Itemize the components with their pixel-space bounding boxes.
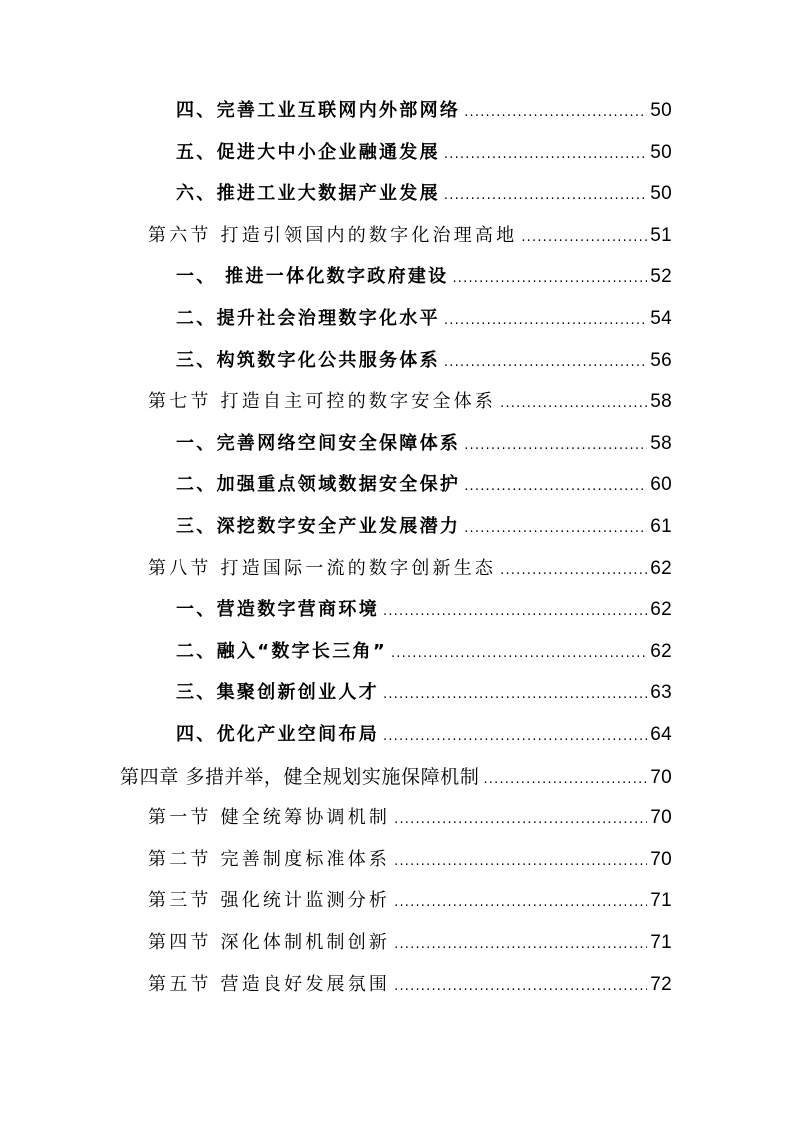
toc-entry[interactable] (148, 886, 672, 916)
toc-entry-page-number: 72 (650, 974, 672, 995)
dot-leader (391, 639, 647, 669)
toc-entry-title: 三、构筑数字化公共服务体系 (176, 350, 440, 371)
toc-entry-title: 三、深挖数字安全产业发展潜力 (176, 516, 461, 537)
toc-entry-title: 第四章 多措并举，健全规划实施保障机制 (120, 766, 480, 788)
toc-entry[interactable] (176, 262, 672, 292)
toc-entry[interactable] (148, 221, 672, 251)
toc-entry[interactable] (176, 595, 672, 625)
toc-entry-title: 第一节 健全统筹协调机制 (148, 807, 391, 828)
toc-entry-page-number: 50 (650, 183, 672, 204)
dot-leader (383, 597, 647, 627)
toc-entry[interactable] (148, 928, 672, 958)
toc-entry-page-number: 56 (650, 350, 672, 371)
toc-entry[interactable] (176, 470, 672, 500)
toc-entry-title: 四、完善工业互联网内外部网络 (176, 100, 461, 121)
toc-entry-page-number: 52 (650, 266, 672, 287)
toc-entry[interactable] (176, 637, 672, 667)
toc-entry[interactable] (176, 678, 672, 708)
dot-leader (464, 514, 647, 544)
dot-leader (444, 306, 647, 336)
toc-entry[interactable] (176, 512, 672, 542)
dot-leader (394, 888, 647, 918)
dot-leader (464, 472, 647, 502)
dot-leader (394, 972, 647, 1002)
dot-leader (444, 348, 647, 378)
toc-entry[interactable] (176, 720, 672, 750)
toc-entry-page-number: 50 (650, 100, 672, 121)
toc-entry-title: 三、集聚创新创业人才 (176, 682, 379, 703)
toc-entry-page-number: 60 (650, 474, 672, 495)
toc-entry-page-number: 54 (650, 308, 672, 329)
toc-entry[interactable] (148, 554, 672, 584)
dot-leader (452, 264, 647, 294)
toc-entry-page-number: 61 (650, 516, 672, 537)
toc-entry[interactable] (176, 304, 672, 334)
toc-entry-title: 五、促进大中小企业融通发展 (176, 142, 440, 163)
dot-leader (521, 223, 647, 253)
toc-entry[interactable] (176, 346, 672, 376)
toc-entry-title: 第七节 打造自主可控的数字安全体系 (148, 391, 497, 412)
dot-leader (464, 431, 647, 461)
toc-entry[interactable] (148, 845, 672, 875)
toc-entry-page-number: 62 (650, 641, 672, 662)
toc-entry-page-number: 63 (650, 682, 672, 703)
toc-entry[interactable] (176, 96, 672, 126)
toc-entry-title: 六、推进工业大数据产业发展 (176, 183, 440, 204)
toc-entry-title: 第三节 强化统计监测分析 (148, 890, 391, 911)
toc-entry-title: 一、 推进一体化数字政府建设 (176, 266, 449, 287)
dot-leader (500, 389, 647, 419)
toc-entry[interactable] (120, 762, 672, 792)
dot-leader (464, 98, 647, 128)
toc-entry-title: 四、优化产业空间布局 (176, 724, 379, 745)
toc-entry-title: 二、提升社会治理数字化水平 (176, 308, 440, 329)
toc-entry-title: 第六节 打造引领国内的数字化治理高地 (148, 225, 518, 246)
toc-entry-page-number: 70 (650, 807, 672, 828)
toc-entry[interactable] (148, 387, 672, 417)
toc-entry-page-number: 58 (650, 391, 672, 412)
toc-entry[interactable] (176, 138, 672, 168)
toc-entry-page-number: 50 (650, 142, 672, 163)
dot-leader (394, 805, 647, 835)
toc-entry-title: 二、加强重点领域数据安全保护 (176, 474, 461, 495)
toc-entry-title: 第八节 打造国际一流的数字创新生态 (148, 558, 497, 579)
dot-leader (444, 140, 647, 170)
toc-entry-title: 一、完善网络空间安全保障体系 (176, 433, 461, 454)
toc-entry-page-number: 70 (650, 767, 672, 788)
toc-entry-page-number: 70 (650, 849, 672, 870)
dot-leader (500, 556, 647, 586)
toc-entry-page-number: 71 (650, 932, 672, 953)
toc-entry-page-number: 58 (650, 433, 672, 454)
toc-entry-title: 第二节 完善制度标准体系 (148, 849, 391, 870)
dot-leader (383, 680, 647, 710)
toc-entry-title: 二、融入“数字长三角” (176, 641, 387, 662)
toc-entry[interactable] (148, 803, 672, 833)
toc-entry-page-number: 64 (650, 724, 672, 745)
toc-entry[interactable] (176, 179, 672, 209)
dot-leader (383, 722, 647, 752)
toc-entry-page-number: 71 (650, 890, 672, 911)
dot-leader (394, 847, 647, 877)
dot-leader (444, 181, 647, 211)
toc-entry[interactable] (176, 429, 672, 459)
toc-entry-title: 第四节 深化体制机制创新 (148, 932, 391, 953)
toc-entry-title: 第五节 营造良好发展氛围 (148, 974, 391, 995)
toc-entry-page-number: 62 (650, 558, 672, 579)
dot-leader (394, 930, 647, 960)
toc-entry-page-number: 62 (650, 599, 672, 620)
toc-entry[interactable] (148, 970, 672, 1000)
toc-entry-page-number: 51 (650, 225, 672, 246)
dot-leader (483, 765, 647, 795)
toc-entry-title: 一、营造数字营商环境 (176, 599, 379, 620)
